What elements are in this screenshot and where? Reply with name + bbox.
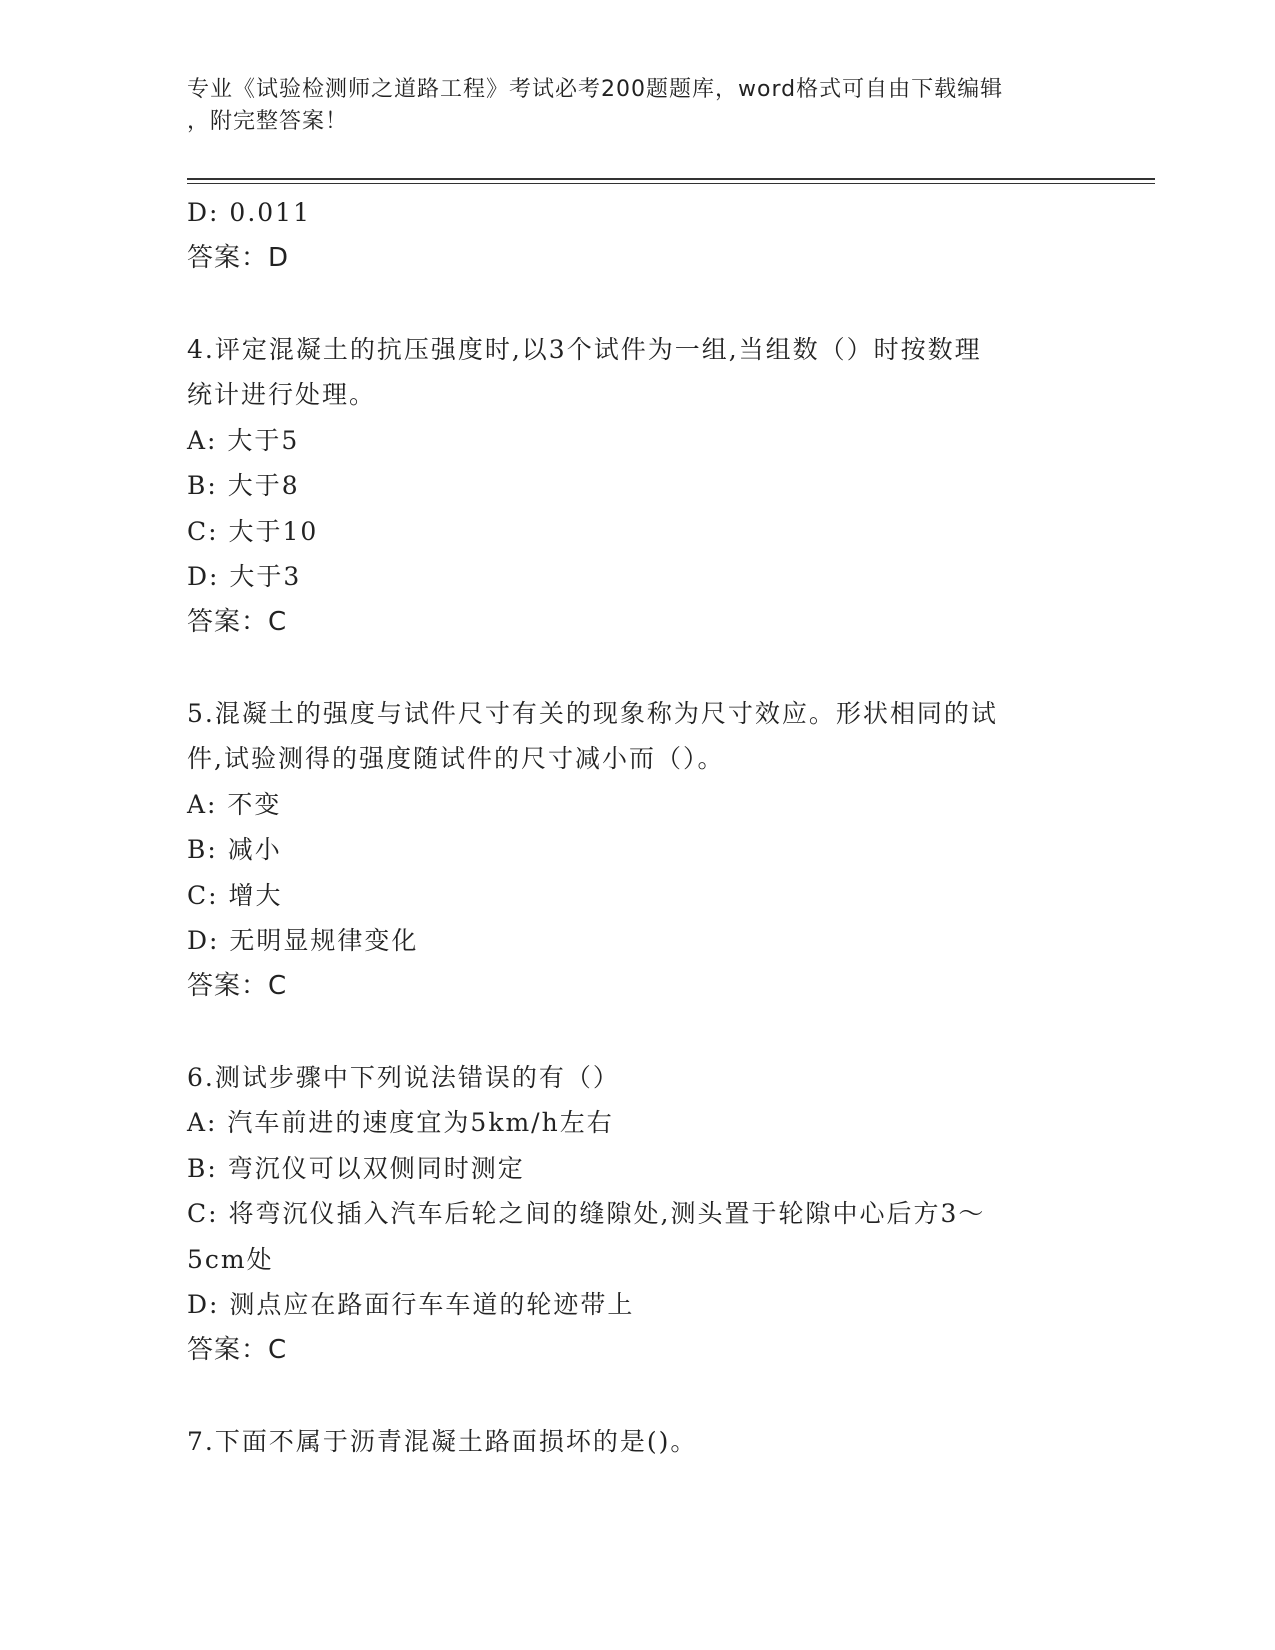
answer-line: 答案：C bbox=[187, 970, 288, 1001]
spacer bbox=[187, 1009, 1087, 1055]
option-a: A: 汽车前进的速度宜为5km/h左右 bbox=[187, 1108, 614, 1137]
question-7 bbox=[187, 1419, 1087, 1465]
option-c-continued: 5cm处 bbox=[187, 1244, 274, 1274]
option-d: D: 0.011 bbox=[187, 198, 311, 227]
header-divider bbox=[187, 178, 1155, 184]
document-header bbox=[187, 74, 1067, 138]
question-stem: 5.混凝土的强度与试件尺寸有关的现象称为尺寸效应。形状相同的试 bbox=[187, 698, 998, 728]
header-title-line-2: ，附完整答案！ bbox=[187, 109, 349, 134]
question-stem: 7.下面不属于沥青混凝土路面损坏的是()。 bbox=[187, 1426, 698, 1456]
question-content bbox=[187, 190, 1087, 1464]
option-b: B: 弯沉仪可以双侧同时测定 bbox=[187, 1153, 525, 1183]
answer-line: 答案：D bbox=[187, 242, 290, 273]
question-stem: 件,试验测得的强度随试件的尺寸减小而（）。 bbox=[187, 744, 725, 773]
spacer bbox=[187, 281, 1087, 327]
answer-line: 答案：C bbox=[187, 606, 288, 637]
option-d: D: 无明显规律变化 bbox=[187, 926, 419, 955]
option-b: B: 大于8 bbox=[187, 471, 300, 500]
option-a: A: 不变 bbox=[187, 789, 282, 819]
question-6 bbox=[187, 1055, 1087, 1374]
option-d: D: 测点应在路面行车车道的轮迹带上 bbox=[187, 1290, 635, 1319]
question-stem: 统计进行处理。 bbox=[187, 380, 377, 409]
header-title-line: 专业《试验检测师之道路工程》考试必考200题题库，word格式可自由下载编辑 bbox=[187, 77, 1004, 102]
question-4 bbox=[187, 327, 1087, 646]
option-c: C: 增大 bbox=[187, 880, 283, 910]
question-5 bbox=[187, 691, 1087, 1010]
option-a: A: 大于5 bbox=[187, 425, 300, 455]
option-c: C: 将弯沉仪插入汽车后轮之间的缝隙处,测头置于轮隙中心后方3～ bbox=[187, 1199, 986, 1228]
question-stem: 6.测试步骤中下列说法错误的有（） bbox=[187, 1062, 620, 1092]
option-c: C: 大于10 bbox=[187, 516, 319, 546]
option-b: B: 减小 bbox=[187, 835, 282, 864]
question-stem: 4.评定混凝土的抗压强度时,以3个试件为一组,当组数（）时按数理 bbox=[187, 334, 982, 364]
option-d: D: 大于3 bbox=[187, 562, 302, 591]
spacer bbox=[187, 1373, 1087, 1419]
spacer bbox=[187, 645, 1087, 691]
answer-line: 答案：C bbox=[187, 1334, 288, 1365]
